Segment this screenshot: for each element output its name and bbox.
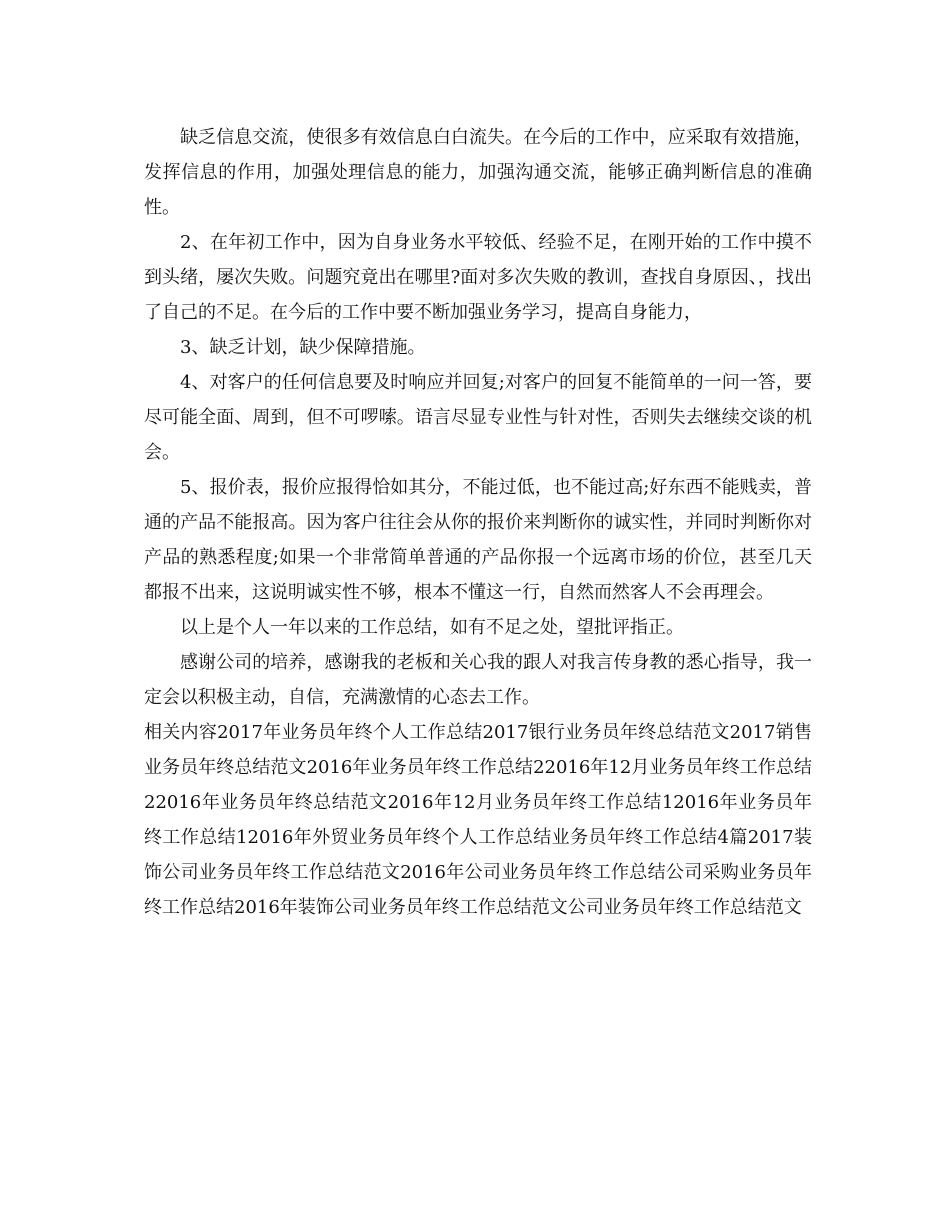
paragraph-closing: 以上是个人一年以来的工作总结，如有不足之处，望批评指正。 — [180, 617, 684, 638]
paragraph-point-3: 3、缺乏计划，缺少保障措施。 — [180, 337, 426, 358]
paragraph-point-2: 2、在年初工作中，因为自身业务水平较低、经验不足，在刚开始的工作中摸不到头绪，屡次失败。问题究竟出在哪里?面对多次失败的教训，查找自身原因、，找出了自己的不足。在今后的工作中要不断加强业务学习，提高自身能力， — [144, 232, 812, 323]
related-content: 相关内容2017年业务员年终个人工作总结2017银行业务员年终总结范文2017销售业务员年终总结范文2016年业务员年终工作总结22016年12月业务员年终工作总结22016年业务员年终总结范文2016年12月业务员年终工作总结12016年业务员年终工作总结12016年外贸业务员年终个人工作总结业务员年终工作总结4篇2017装饰公司业务员年终工作总结范文2016年公司业务员年终工作总结公司采购业务员年终工作总结2016年装饰公司业务员年终工作总结范文公司业务员年终工作总结范文 — [144, 722, 812, 918]
paragraph-info-exchange: 缺乏信息交流，使很多有效信息白白流失。在今后的工作中，应采取有效措施，发挥信息的作用，加强处理信息的能力，加强沟通交流，能够正确判断信息的准确性。 — [144, 127, 812, 218]
paragraph-point-4: 4、对客户的任何信息要及时响应并回复;对客户的回复不能简单的一问一答，要尽可能全面、周到，但不可啰嗦。语言尽显专业性与针对性，否则失去继续交谈的机会。 — [144, 372, 812, 463]
document-body — [144, 120, 812, 925]
paragraph-point-5: 5、报价表，报价应报得恰如其分，不能过低，也不能过高;好东西不能贱卖，普通的产品不能报高。因为客户往往会从你的报价来判断你的诚实性，并同时判断你对产品的熟悉程度;如果一个非常简单普通的产品你报一个远离市场的价位，甚至几天都报不出来，这说明诚实性不够，根本不懂这一行，自然而然客人不会再理会。 — [144, 477, 812, 603]
paragraph-thanks: 感谢公司的培养，感谢我的老板和关心我的跟人对我言传身教的悉心指导，我一定会以积极主动，自信，充满激情的心态去工作。 — [144, 652, 812, 708]
